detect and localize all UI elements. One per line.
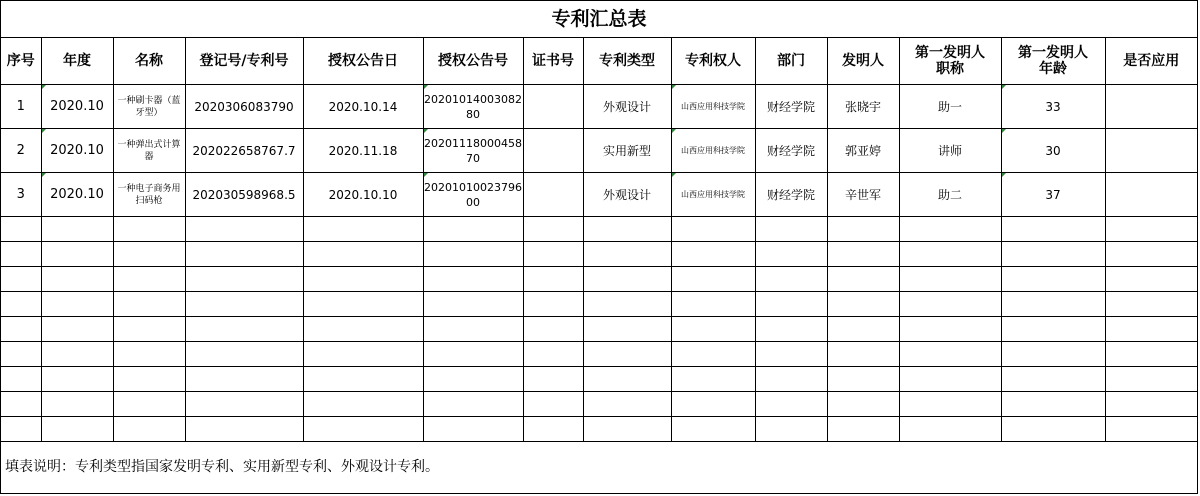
cell-applied[interactable]	[1105, 85, 1197, 129]
empty-cell[interactable]	[583, 217, 671, 242]
cell-dept[interactable]: 财经学院	[755, 173, 827, 217]
header-date: 授权公告日	[303, 38, 423, 85]
empty-cell[interactable]	[1001, 342, 1105, 367]
empty-cell[interactable]	[827, 342, 899, 367]
empty-cell[interactable]	[755, 392, 827, 417]
empty-cell[interactable]	[1001, 267, 1105, 292]
empty-cell[interactable]	[41, 342, 113, 367]
cell-year[interactable]: 2020.10	[41, 129, 113, 173]
header-rank-line1: 第一发明人	[915, 45, 985, 61]
cell-age[interactable]: 30	[1001, 129, 1105, 173]
empty-cell[interactable]	[755, 217, 827, 242]
cell-announce[interactable]: 2020111800045870	[423, 129, 523, 173]
empty-cell[interactable]	[185, 367, 303, 392]
empty-cell[interactable]	[755, 417, 827, 442]
empty-cell[interactable]	[755, 367, 827, 392]
empty-cell[interactable]	[113, 342, 185, 367]
header-rank-line2: 职称	[936, 61, 964, 77]
empty-cell[interactable]	[113, 317, 185, 342]
header-seq: 序号	[1, 38, 41, 85]
empty-cell[interactable]	[1105, 292, 1197, 317]
empty-cell[interactable]	[899, 342, 1001, 367]
cell-type[interactable]: 外观设计	[583, 85, 671, 129]
empty-cell[interactable]	[423, 342, 523, 367]
empty-cell[interactable]	[303, 242, 423, 267]
empty-cell[interactable]	[1105, 367, 1197, 392]
empty-cell[interactable]	[827, 392, 899, 417]
cell-type[interactable]: 外观设计	[583, 173, 671, 217]
empty-cell[interactable]	[113, 242, 185, 267]
empty-cell[interactable]	[303, 392, 423, 417]
empty-cell[interactable]	[827, 292, 899, 317]
table-row	[1, 173, 1197, 217]
header-year: 年度	[41, 38, 113, 85]
cell-rank[interactable]: 讲师	[899, 129, 1001, 173]
cell-name[interactable]: 一种刷卡器（蓝牙型）	[113, 85, 185, 129]
header-announce: 授权公告号	[423, 38, 523, 85]
empty-cell[interactable]	[671, 292, 755, 317]
empty-cell[interactable]	[583, 317, 671, 342]
empty-cell[interactable]	[827, 317, 899, 342]
cell-rank[interactable]: 助一	[899, 85, 1001, 129]
empty-cell[interactable]	[1, 392, 41, 417]
empty-cell[interactable]	[755, 317, 827, 342]
empty-cell[interactable]	[671, 242, 755, 267]
empty-row	[1, 392, 1197, 417]
empty-cell[interactable]	[523, 292, 583, 317]
empty-cell[interactable]	[1001, 292, 1105, 317]
empty-cell[interactable]	[41, 292, 113, 317]
empty-cell[interactable]	[1105, 217, 1197, 242]
empty-cell[interactable]	[899, 217, 1001, 242]
cell-seq[interactable]: 3	[1, 173, 41, 217]
empty-cell[interactable]	[1105, 242, 1197, 267]
cell-age[interactable]: 37	[1001, 173, 1105, 217]
empty-cell[interactable]	[671, 267, 755, 292]
cell-name[interactable]: 一种弹出式计算器	[113, 129, 185, 173]
empty-cell[interactable]	[1001, 217, 1105, 242]
empty-cell[interactable]	[1001, 417, 1105, 442]
empty-cell[interactable]	[671, 317, 755, 342]
empty-cell[interactable]	[827, 267, 899, 292]
header-name: 名称	[113, 38, 185, 85]
empty-cell[interactable]	[899, 242, 1001, 267]
empty-cell[interactable]	[423, 417, 523, 442]
cell-seq[interactable]: 2	[1, 129, 41, 173]
empty-row	[1, 367, 1197, 392]
empty-cell[interactable]	[41, 242, 113, 267]
empty-cell[interactable]	[303, 342, 423, 367]
empty-cell[interactable]	[303, 217, 423, 242]
cell-inventor[interactable]: 辛世军	[827, 173, 899, 217]
empty-cell[interactable]	[113, 267, 185, 292]
empty-cell[interactable]	[1001, 367, 1105, 392]
cell-announce[interactable]: 2020101400308280	[423, 85, 523, 129]
empty-cell[interactable]	[423, 267, 523, 292]
empty-cell[interactable]	[523, 267, 583, 292]
empty-cell[interactable]	[671, 367, 755, 392]
empty-cell[interactable]	[1105, 317, 1197, 342]
empty-cell[interactable]	[899, 417, 1001, 442]
header-type: 专利类型	[583, 38, 671, 85]
empty-cell[interactable]	[583, 242, 671, 267]
empty-cell[interactable]	[423, 317, 523, 342]
empty-cell[interactable]	[523, 417, 583, 442]
empty-cell[interactable]	[113, 367, 185, 392]
sheet-title: 专利汇总表	[1, 1, 1197, 38]
header-age-line2: 年龄	[1039, 61, 1067, 77]
header-row	[1, 38, 1197, 85]
empty-cell[interactable]	[41, 392, 113, 417]
empty-cell[interactable]	[827, 367, 899, 392]
cell-number[interactable]: 202030598968.5	[185, 173, 303, 217]
empty-cell[interactable]	[1, 417, 41, 442]
cell-owner[interactable]: 山西应用科技学院	[671, 173, 755, 217]
empty-cell[interactable]	[755, 242, 827, 267]
empty-cell[interactable]	[1001, 392, 1105, 417]
empty-cell[interactable]	[303, 292, 423, 317]
header-inventor: 发明人	[827, 38, 899, 85]
cell-name[interactable]: 一种电子商务用扫码枪	[113, 173, 185, 217]
empty-cell[interactable]	[113, 292, 185, 317]
empty-cell[interactable]	[423, 242, 523, 267]
cell-date[interactable]: 2020.10.14	[303, 85, 423, 129]
empty-cell[interactable]	[185, 392, 303, 417]
empty-cell[interactable]	[303, 367, 423, 392]
empty-cell[interactable]	[303, 417, 423, 442]
empty-cell[interactable]	[1105, 417, 1197, 442]
fill-instructions: 填表说明：专利类型指国家发明专利、实用新型专利、外观设计专利。	[1, 442, 1197, 491]
empty-cell[interactable]	[1105, 342, 1197, 367]
empty-cell[interactable]	[755, 292, 827, 317]
table-row	[1, 129, 1197, 173]
cell-number[interactable]: 202022658767.7	[185, 129, 303, 173]
empty-cell[interactable]	[671, 392, 755, 417]
empty-cell[interactable]	[41, 367, 113, 392]
empty-cell[interactable]	[1001, 317, 1105, 342]
empty-cell[interactable]	[185, 417, 303, 442]
empty-cell[interactable]	[1105, 392, 1197, 417]
empty-cell[interactable]	[185, 342, 303, 367]
empty-cell[interactable]	[185, 267, 303, 292]
empty-cell[interactable]	[899, 292, 1001, 317]
table-row	[1, 85, 1197, 129]
cell-dept[interactable]: 财经学院	[755, 85, 827, 129]
cell-year[interactable]: 2020.10	[41, 85, 113, 129]
empty-row	[1, 417, 1197, 442]
empty-cell[interactable]	[185, 317, 303, 342]
cell-date[interactable]: 2020.11.18	[303, 129, 423, 173]
empty-row	[1, 267, 1197, 292]
cell-number[interactable]: 2020306083790	[185, 85, 303, 129]
cell-seq[interactable]: 1	[1, 85, 41, 129]
header-owner: 专利权人	[671, 38, 755, 85]
cell-age[interactable]: 33	[1001, 85, 1105, 129]
cell-type[interactable]: 实用新型	[583, 129, 671, 173]
empty-cell[interactable]	[523, 392, 583, 417]
cell-rank[interactable]: 助二	[899, 173, 1001, 217]
cell-cert[interactable]	[523, 85, 583, 129]
empty-cell[interactable]	[1, 217, 41, 242]
header-age	[1001, 38, 1105, 85]
cell-inventor[interactable]: 郭亚婷	[827, 129, 899, 173]
cell-applied[interactable]	[1105, 129, 1197, 173]
empty-cell[interactable]	[583, 417, 671, 442]
empty-cell[interactable]	[671, 217, 755, 242]
empty-cell[interactable]	[1, 367, 41, 392]
empty-cell[interactable]	[755, 267, 827, 292]
cell-cert[interactable]	[523, 173, 583, 217]
empty-cell[interactable]	[113, 217, 185, 242]
empty-row	[1, 342, 1197, 367]
empty-cell[interactable]	[583, 267, 671, 292]
empty-cell[interactable]	[899, 317, 1001, 342]
empty-cell[interactable]	[1, 292, 41, 317]
cell-applied[interactable]	[1105, 173, 1197, 217]
empty-cell[interactable]	[41, 267, 113, 292]
empty-cell[interactable]	[1, 242, 41, 267]
empty-cell[interactable]	[423, 217, 523, 242]
empty-cell[interactable]	[827, 417, 899, 442]
empty-cell[interactable]	[899, 367, 1001, 392]
empty-cell[interactable]	[185, 217, 303, 242]
empty-cell[interactable]	[583, 392, 671, 417]
cell-date[interactable]: 2020.10.10	[303, 173, 423, 217]
empty-cell[interactable]	[523, 342, 583, 367]
cell-cert[interactable]	[523, 129, 583, 173]
empty-cell[interactable]	[1105, 267, 1197, 292]
cell-dept[interactable]: 财经学院	[755, 129, 827, 173]
empty-cell[interactable]	[583, 367, 671, 392]
cell-year[interactable]: 2020.10	[41, 173, 113, 217]
patent-table	[1, 38, 1197, 490]
cell-announce[interactable]: 2020101002379600	[423, 173, 523, 217]
empty-row	[1, 292, 1197, 317]
empty-cell[interactable]	[41, 417, 113, 442]
empty-cell[interactable]	[755, 342, 827, 367]
cell-inventor[interactable]: 张晓宇	[827, 85, 899, 129]
empty-cell[interactable]	[185, 292, 303, 317]
empty-cell[interactable]	[523, 367, 583, 392]
empty-cell[interactable]	[303, 267, 423, 292]
empty-row	[1, 317, 1197, 342]
empty-cell[interactable]	[827, 242, 899, 267]
cell-owner[interactable]: 山西应用科技学院	[671, 129, 755, 173]
empty-cell[interactable]	[113, 392, 185, 417]
empty-cell[interactable]	[523, 217, 583, 242]
empty-cell[interactable]	[671, 342, 755, 367]
header-cert: 证书号	[523, 38, 583, 85]
header-dept: 部门	[755, 38, 827, 85]
empty-cell[interactable]	[671, 417, 755, 442]
empty-cell[interactable]	[423, 392, 523, 417]
empty-cell[interactable]	[1, 267, 41, 292]
cell-owner[interactable]: 山西应用科技学院	[671, 85, 755, 129]
empty-cell[interactable]	[827, 217, 899, 242]
empty-cell[interactable]	[583, 292, 671, 317]
empty-cell[interactable]	[423, 367, 523, 392]
empty-cell[interactable]	[523, 317, 583, 342]
header-rank	[899, 38, 1001, 85]
empty-cell[interactable]	[113, 417, 185, 442]
empty-cell[interactable]	[1, 342, 41, 367]
empty-cell[interactable]	[41, 217, 113, 242]
empty-cell[interactable]	[899, 392, 1001, 417]
empty-cell[interactable]	[1001, 242, 1105, 267]
empty-cell[interactable]	[583, 342, 671, 367]
empty-cell[interactable]	[899, 267, 1001, 292]
empty-row	[1, 217, 1197, 242]
empty-cell[interactable]	[185, 242, 303, 267]
empty-cell[interactable]	[303, 317, 423, 342]
empty-cell[interactable]	[423, 292, 523, 317]
empty-cell[interactable]	[523, 242, 583, 267]
header-age-line1: 第一发明人	[1018, 45, 1088, 61]
empty-cell[interactable]	[1, 317, 41, 342]
header-applied: 是否应用	[1105, 38, 1197, 85]
header-number: 登记号/专利号	[185, 38, 303, 85]
note-row	[1, 442, 1197, 491]
empty-row	[1, 242, 1197, 267]
empty-cell[interactable]	[41, 317, 113, 342]
